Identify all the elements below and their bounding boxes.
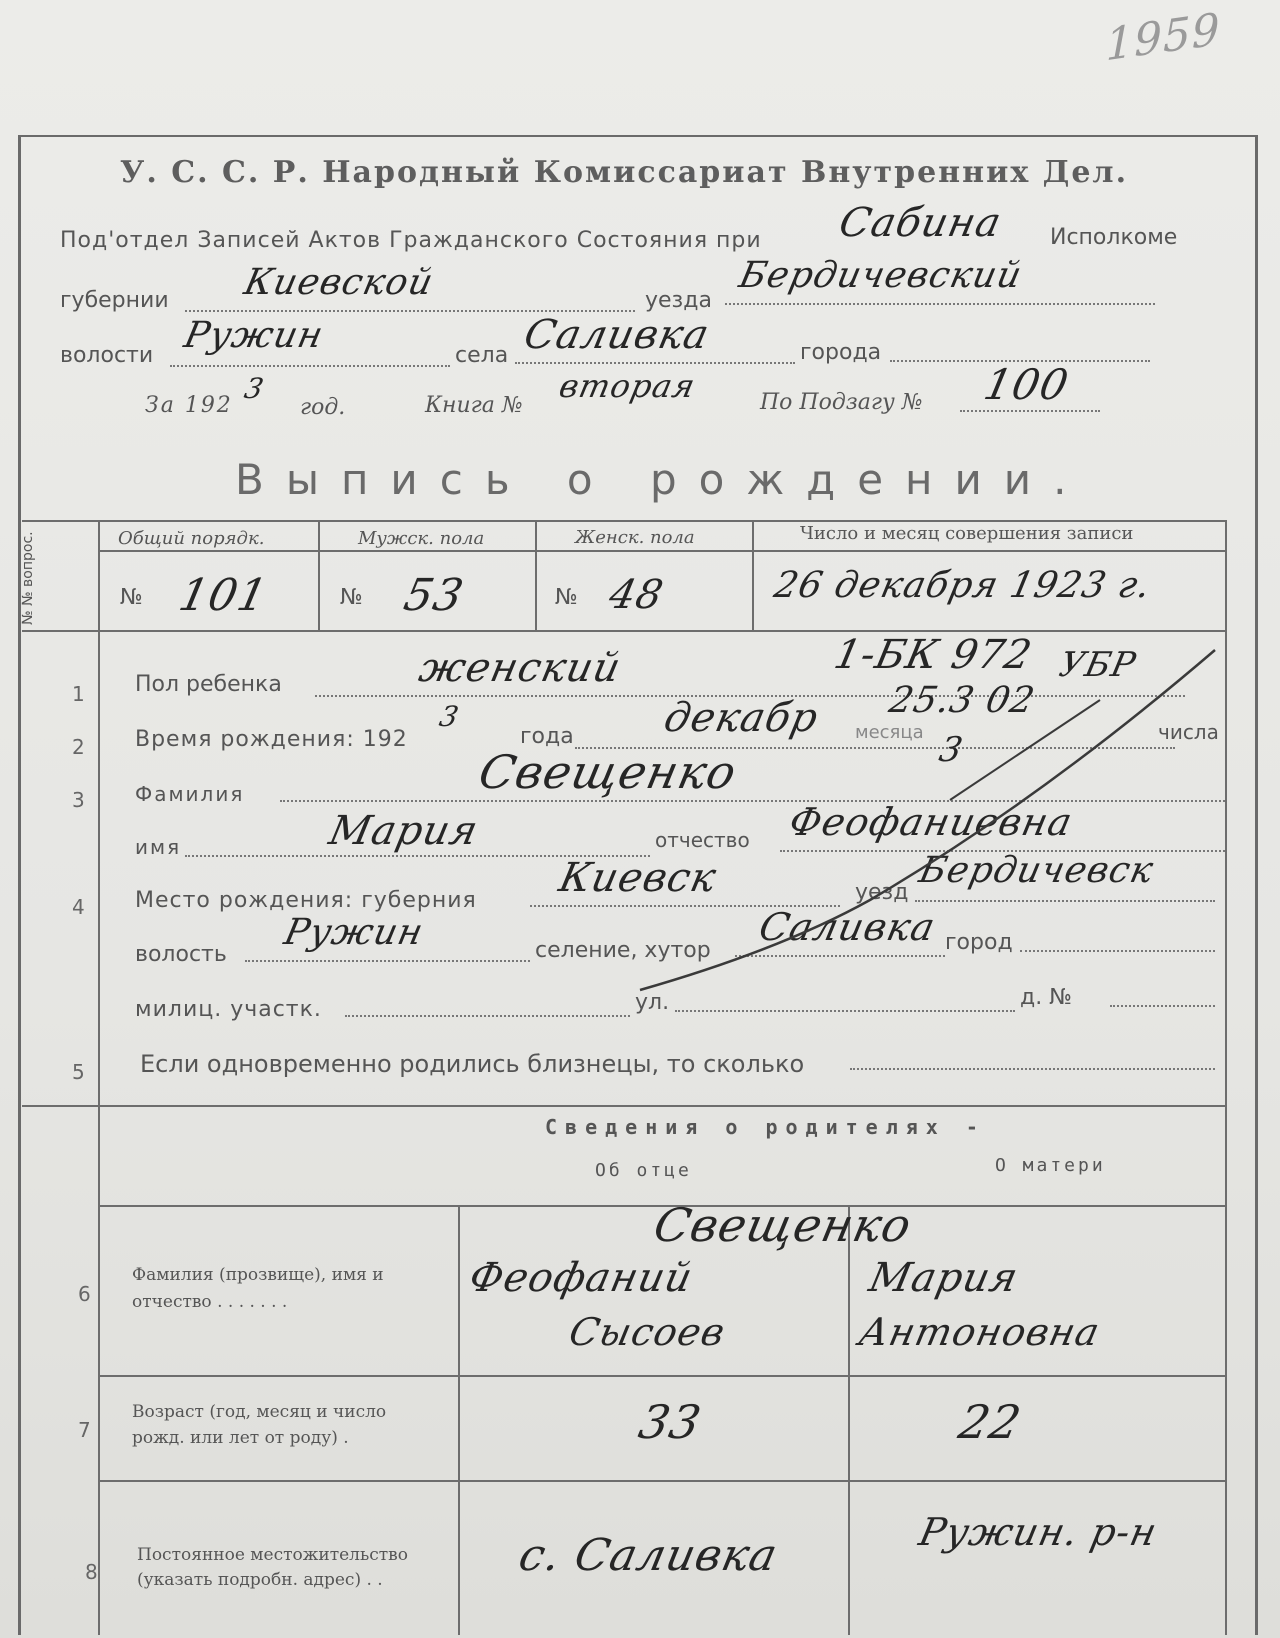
- parents-col1: [458, 1205, 460, 1635]
- mother-age: 22: [954, 1395, 1027, 1449]
- q2-year-suffix: года: [520, 724, 574, 749]
- q6-label-1: Фамилия (прозвище), имя и: [132, 1265, 384, 1285]
- table-col3: [535, 520, 537, 630]
- q4-settlement-label: селение, хутор: [535, 938, 711, 963]
- q3-patronymic-label: отчество: [655, 828, 750, 852]
- q3-name-value: Мария: [325, 808, 483, 854]
- q4-militia-dots: [345, 1015, 630, 1017]
- father-age: 33: [634, 1395, 707, 1449]
- record-date-value: 26 декабря 1923 г.: [770, 565, 1155, 606]
- n2-value: 53: [399, 570, 469, 621]
- selo-dots: [515, 362, 795, 364]
- q8-number: 8: [85, 1560, 98, 1584]
- sub-dots: [960, 410, 1100, 412]
- volost-value: Ружин: [180, 315, 328, 356]
- table-header-line: [100, 550, 1225, 552]
- q4-house-label: д. №: [1020, 985, 1073, 1010]
- subdept-label: Под'отдел Записей Актов Гражданского Состояния при: [60, 228, 762, 253]
- selo-label: села: [455, 343, 509, 368]
- q1-annotation-2: УБР: [1055, 645, 1140, 685]
- selo-value: Саливка: [520, 312, 714, 358]
- sub-value: 100: [979, 360, 1074, 409]
- q4-uezd: Бердичевск: [915, 850, 1158, 891]
- q4-street-dots: [675, 1010, 1015, 1012]
- gubernia-label: губернии: [60, 288, 169, 313]
- table-col2: [318, 520, 320, 630]
- q1-label: Пол ребенка: [135, 672, 282, 697]
- q2-month-label: месяца: [855, 722, 924, 743]
- parents-row6-line: [100, 1375, 1225, 1377]
- table-top-line: [22, 520, 1227, 522]
- q2-day: 3: [935, 730, 967, 770]
- mother-patronymic: Антоновна: [855, 1310, 1105, 1354]
- father-address: с. Саливка: [514, 1530, 783, 1581]
- n1-label: №: [120, 585, 143, 610]
- q2-annotation: 25.3 02: [885, 680, 1039, 721]
- father-patronymic: Сысоев: [565, 1310, 730, 1354]
- n3-label: №: [555, 585, 578, 610]
- q2-day-label: числа: [1158, 720, 1219, 744]
- q4-uezd-label: уезд: [855, 880, 909, 905]
- q3-value: Свещенко: [474, 745, 742, 799]
- q2-year: 3: [436, 700, 463, 733]
- father-header: Об отце: [595, 1160, 692, 1181]
- q3-patronymic-value: Феофаниевна: [785, 800, 1077, 844]
- q4-volost-dots: [245, 960, 530, 962]
- volost-label: волости: [60, 343, 154, 368]
- header-male: Мужск. пола: [358, 528, 485, 549]
- q4-gubernia: Киевск: [555, 855, 721, 901]
- mother-name: Мария: [865, 1255, 1023, 1301]
- q7-label-1: Возраст (год, месяц и число: [132, 1402, 387, 1422]
- q4-label: Место рождения: губерния: [135, 888, 477, 913]
- q2-label: Время рождения: 192: [135, 727, 408, 752]
- q6-label-2: отчество . . . . . . .: [132, 1292, 288, 1312]
- q4-house-dots: [1110, 1005, 1215, 1007]
- n1-value: 101: [174, 570, 273, 621]
- year-value: 3: [241, 372, 268, 405]
- table-col-right: [1225, 520, 1227, 1635]
- table-bottom-line: [22, 630, 1227, 632]
- q3-dots: [280, 800, 1225, 802]
- q2-month: декабр: [660, 695, 823, 741]
- q2-number: 2: [72, 735, 85, 759]
- mother-header: О матери: [995, 1155, 1106, 1176]
- q4-militia-label: милиц. участк.: [135, 997, 322, 1022]
- gorod-label: города: [800, 340, 882, 365]
- parents-title: Сведения о родителях -: [545, 1115, 986, 1139]
- parents-col2: [848, 1205, 850, 1635]
- q3-label: Фамилия: [135, 782, 245, 806]
- q4-settlement-dots: [735, 955, 945, 957]
- q6-number: 6: [78, 1282, 91, 1306]
- archive-number: 1959: [1105, 3, 1221, 72]
- q4-volost: Ружин: [280, 912, 428, 953]
- q8-label-1: Постоянное местожительство: [137, 1545, 408, 1565]
- q1-number: 1: [72, 682, 85, 706]
- header-female: Женск. пола: [575, 527, 695, 548]
- q4-city-label: город: [945, 930, 1013, 955]
- n2-label: №: [340, 585, 363, 610]
- q1-value: женский: [415, 645, 626, 691]
- header-general-order: Общий порядк.: [118, 528, 265, 549]
- year-suffix: год.: [300, 395, 346, 420]
- q4-city-dots: [1020, 950, 1215, 952]
- father-name: Феофаний: [465, 1255, 697, 1301]
- q8-label-2: (указать подробн. адрес) . .: [137, 1570, 383, 1590]
- question-col-label: № № вопрос.: [20, 531, 36, 625]
- q7-number: 7: [78, 1418, 91, 1442]
- parents-surname: Свещенко: [649, 1198, 917, 1252]
- year-label: За 192: [145, 393, 233, 418]
- header-record-date: Число и месяц совершения записи: [800, 523, 1134, 544]
- q4-street-label: ул.: [635, 990, 670, 1015]
- q7-label-2: рожд. или лет от роду) .: [132, 1428, 349, 1448]
- q3-name-label: имя: [135, 835, 182, 859]
- section-line-1: [22, 1105, 1227, 1107]
- header-title: У. С. С. Р. Народный Комиссариат Внутренних Дел.: [120, 155, 1129, 190]
- q3-number: 3: [72, 788, 85, 812]
- uezd-dots: [725, 303, 1155, 305]
- q5-label: Если одновременно родились близнецы, то сколько: [140, 1050, 805, 1078]
- uezd-value: Бердичевский: [735, 255, 1026, 296]
- subdept-suffix: Исполкоме: [1050, 225, 1178, 250]
- document-title: Выпись о рождении.: [235, 455, 1089, 504]
- q4-settlement: Саливка: [755, 905, 940, 949]
- q4-volost-label: волость: [135, 942, 227, 967]
- n3-value: 48: [605, 572, 668, 618]
- mother-address: Ружин. р-н: [915, 1510, 1162, 1554]
- table-col4: [752, 520, 754, 630]
- subdept-value: Сабина: [835, 200, 1006, 246]
- q4-number: 4: [72, 895, 85, 919]
- gubernia-value: Киевской: [240, 262, 438, 303]
- q1-annotation: 1-БК 972: [830, 632, 1037, 678]
- q5-dots: [850, 1068, 1215, 1070]
- table-col1: [98, 520, 100, 1635]
- sub-label: По Подзагу №: [760, 390, 923, 415]
- q4-uezd-dots: [915, 900, 1215, 902]
- book-value: вторая: [555, 367, 700, 405]
- book-label: Книга №: [425, 393, 523, 418]
- volost-dots: [170, 365, 450, 367]
- q5-number: 5: [72, 1060, 85, 1084]
- uezd-label: уезда: [645, 288, 712, 313]
- parents-row7-line: [100, 1480, 1225, 1482]
